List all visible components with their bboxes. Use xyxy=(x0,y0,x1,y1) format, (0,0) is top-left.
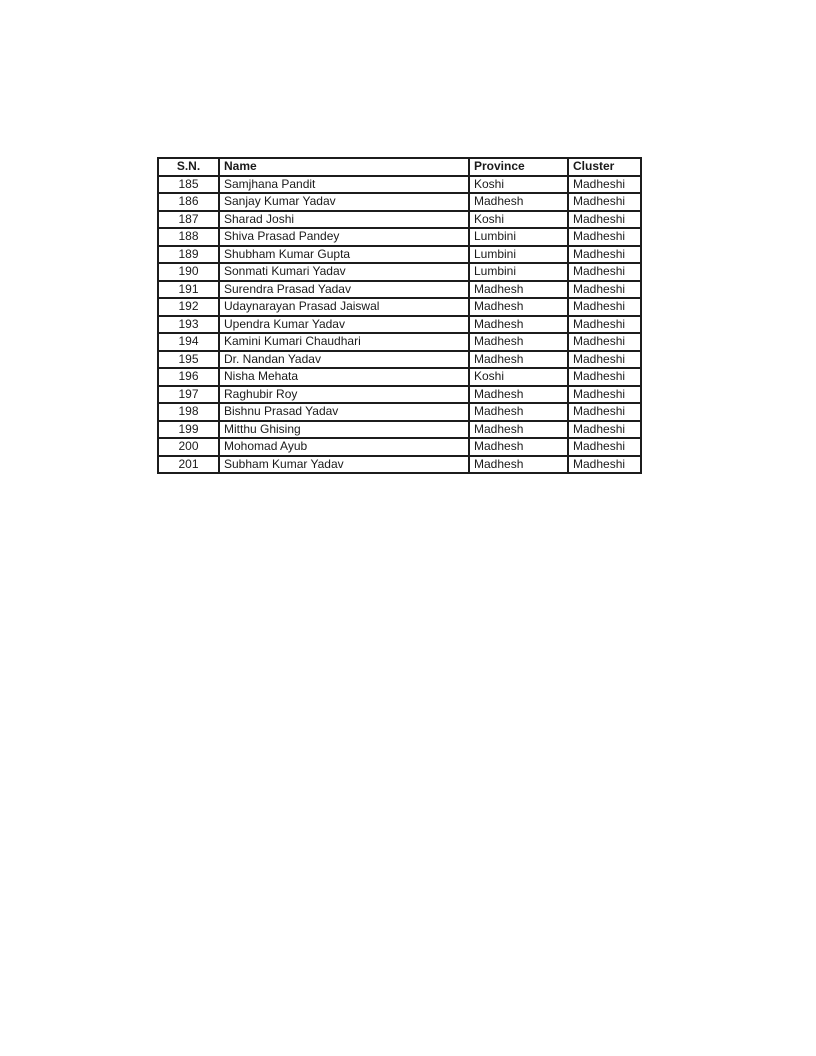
cell-name: Udaynarayan Prasad Jaiswal xyxy=(219,298,469,316)
cell-province: Koshi xyxy=(469,211,568,229)
table-row xyxy=(158,438,641,456)
cell-cluster: Madheshi xyxy=(568,351,641,369)
table-row xyxy=(158,316,641,334)
cell-province: Koshi xyxy=(469,368,568,386)
table-row xyxy=(158,246,641,264)
cell-name: Upendra Kumar Yadav xyxy=(219,316,469,334)
column-header-sn: S.N. xyxy=(158,158,219,176)
cell-province: Lumbini xyxy=(469,246,568,264)
cell-name: Samjhana Pandit xyxy=(219,176,469,194)
column-header-name: Name xyxy=(219,158,469,176)
cell-sn: 193 xyxy=(158,316,219,334)
cell-province: Madhesh xyxy=(469,281,568,299)
table-row xyxy=(158,368,641,386)
table-row xyxy=(158,298,641,316)
cell-cluster: Madheshi xyxy=(568,193,641,211)
cell-name: Shubham Kumar Gupta xyxy=(219,246,469,264)
cell-cluster: Madheshi xyxy=(568,333,641,351)
cell-sn: 200 xyxy=(158,438,219,456)
cell-sn: 190 xyxy=(158,263,219,281)
cell-province: Madhesh xyxy=(469,193,568,211)
cell-name: Kamini Kumari Chaudhari xyxy=(219,333,469,351)
cell-province: Koshi xyxy=(469,176,568,194)
cell-sn: 194 xyxy=(158,333,219,351)
table-row xyxy=(158,193,641,211)
cell-cluster: Madheshi xyxy=(568,456,641,474)
cell-sn: 199 xyxy=(158,421,219,439)
cell-name: Raghubir Roy xyxy=(219,386,469,404)
cell-cluster: Madheshi xyxy=(568,228,641,246)
column-header-cluster: Cluster xyxy=(568,158,641,176)
cell-sn: 201 xyxy=(158,456,219,474)
cell-sn: 188 xyxy=(158,228,219,246)
cell-sn: 189 xyxy=(158,246,219,264)
table-body xyxy=(158,176,641,474)
cell-name: Sanjay Kumar Yadav xyxy=(219,193,469,211)
cell-province: Madhesh xyxy=(469,386,568,404)
table-row xyxy=(158,263,641,281)
cell-sn: 198 xyxy=(158,403,219,421)
header-row xyxy=(158,158,641,176)
cell-cluster: Madheshi xyxy=(568,281,641,299)
cell-province: Madhesh xyxy=(469,316,568,334)
cell-name: Nisha Mehata xyxy=(219,368,469,386)
cell-cluster: Madheshi xyxy=(568,246,641,264)
members-table xyxy=(157,157,642,474)
cell-cluster: Madheshi xyxy=(568,263,641,281)
table-row xyxy=(158,333,641,351)
cell-province: Madhesh xyxy=(469,456,568,474)
table-row xyxy=(158,176,641,194)
cell-sn: 187 xyxy=(158,211,219,229)
cell-sn: 185 xyxy=(158,176,219,194)
table-row xyxy=(158,456,641,474)
cell-name: Sharad Joshi xyxy=(219,211,469,229)
cell-name: Sonmati Kumari Yadav xyxy=(219,263,469,281)
cell-sn: 186 xyxy=(158,193,219,211)
column-header-province: Province xyxy=(469,158,568,176)
cell-sn: 197 xyxy=(158,386,219,404)
cell-sn: 192 xyxy=(158,298,219,316)
table-row xyxy=(158,403,641,421)
cell-cluster: Madheshi xyxy=(568,368,641,386)
cell-sn: 195 xyxy=(158,351,219,369)
cell-province: Madhesh xyxy=(469,403,568,421)
cell-cluster: Madheshi xyxy=(568,403,641,421)
cell-province: Madhesh xyxy=(469,351,568,369)
cell-province: Madhesh xyxy=(469,438,568,456)
table-row xyxy=(158,211,641,229)
cell-cluster: Madheshi xyxy=(568,421,641,439)
table-row xyxy=(158,281,641,299)
cell-cluster: Madheshi xyxy=(568,211,641,229)
cell-province: Lumbini xyxy=(469,228,568,246)
cell-name: Subham Kumar Yadav xyxy=(219,456,469,474)
cell-name: Shiva Prasad Pandey xyxy=(219,228,469,246)
cell-province: Lumbini xyxy=(469,263,568,281)
cell-cluster: Madheshi xyxy=(568,438,641,456)
cell-name: Mitthu Ghising xyxy=(219,421,469,439)
table-header xyxy=(158,158,641,176)
cell-province: Madhesh xyxy=(469,298,568,316)
cell-name: Mohomad Ayub xyxy=(219,438,469,456)
table-row xyxy=(158,421,641,439)
cell-cluster: Madheshi xyxy=(568,298,641,316)
cell-province: Madhesh xyxy=(469,421,568,439)
cell-sn: 196 xyxy=(158,368,219,386)
cell-sn: 191 xyxy=(158,281,219,299)
cell-cluster: Madheshi xyxy=(568,316,641,334)
cell-province: Madhesh xyxy=(469,333,568,351)
table-row xyxy=(158,386,641,404)
cell-name: Surendra Prasad Yadav xyxy=(219,281,469,299)
cell-name: Bishnu Prasad Yadav xyxy=(219,403,469,421)
table-row xyxy=(158,228,641,246)
cell-cluster: Madheshi xyxy=(568,176,641,194)
table-row xyxy=(158,351,641,369)
cell-cluster: Madheshi xyxy=(568,386,641,404)
cell-name: Dr. Nandan Yadav xyxy=(219,351,469,369)
